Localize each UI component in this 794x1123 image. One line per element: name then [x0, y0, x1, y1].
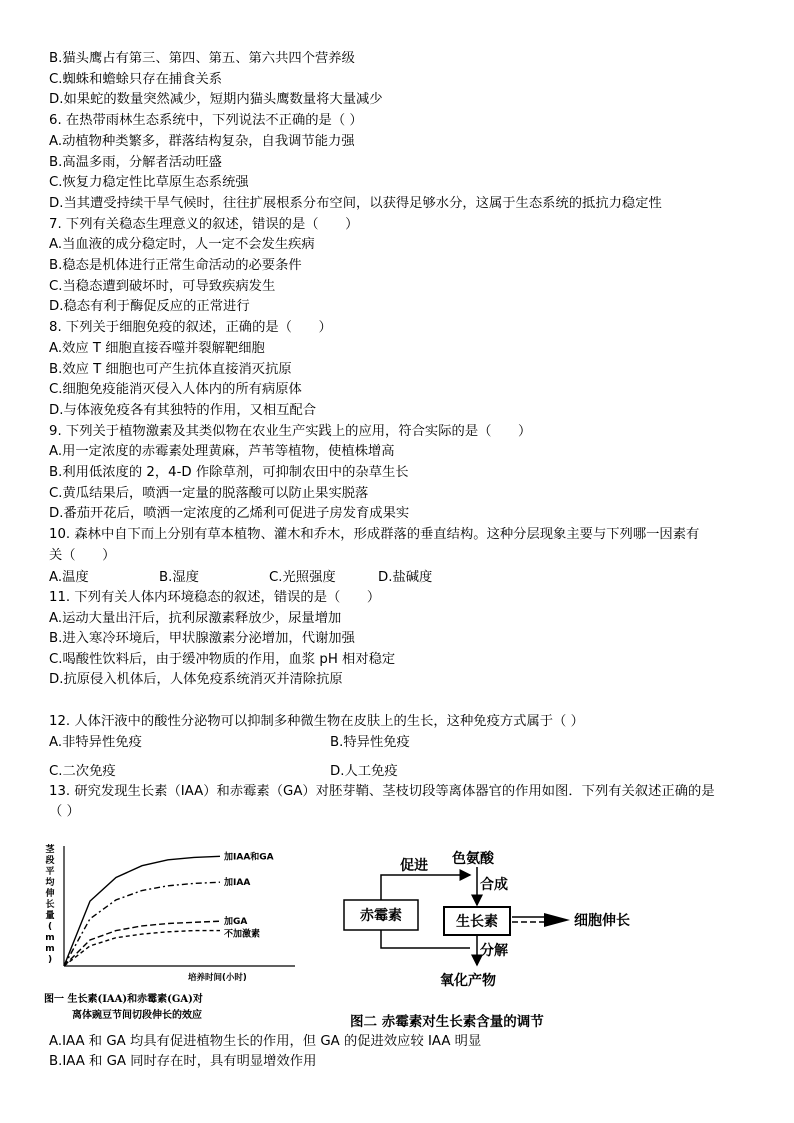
text-line-13: 8. 下列关于细胞免疫的叙述，正确的是（ ） [49, 320, 332, 336]
promote-arrow [381, 875, 470, 900]
text-line-22: D.番茄开花后，喷洒一定浓度的乙烯利可促进子房发育成果实 [49, 506, 410, 522]
q10-option-c: C.光照强度 [269, 570, 336, 585]
q12-option-a: A.非特异性免疫 [49, 735, 142, 750]
text-line-18: 9. 下列关于植物激素及其类似物在农业生产实践上的应用，符合实际的是（ ） [49, 423, 532, 439]
series-line-2 [64, 921, 220, 966]
gibberellin-label: 赤霉素 [360, 908, 402, 924]
figure-2-diagram [330, 845, 650, 1035]
figure-1 [40, 838, 310, 1023]
figure-1-ylabel-char: m [45, 933, 55, 943]
text-line-14: A.效应 T 细胞直接吞噬并裂解靶细胞 [49, 340, 265, 356]
series-label-0: 加IAA和GA [224, 852, 274, 863]
text-line-0: B.猫头鹰占有第三、第四、第五、第六共四个营养级 [49, 51, 355, 66]
figure-1-ylabel-char: m [45, 944, 55, 954]
text-line-7: D.当其遭受持续干旱气候时，往往扩展根系分布空间，以获得足够水分，这属于生态系统的抵抗力稳定性 [49, 195, 662, 211]
text-line-12: D.稳态有利于酶促反应的正常进行 [49, 299, 250, 315]
elongation-arrowhead [544, 913, 570, 927]
series-label-3: 不加激素 [224, 929, 261, 940]
q10-option-a: A.温度 [49, 570, 89, 585]
q11-line-1: A.运动大量出汗后，抗利尿激素释放少，尿量增加 [49, 610, 342, 626]
text-line-16: C.细胞免疫能消灭侵入人体内的所有病原体 [49, 382, 302, 398]
q11-line-2: B.进入寒冷环境后，甲状腺激素分泌增加，代谢加强 [49, 631, 355, 646]
q12-option-b: B.特异性免疫 [330, 735, 410, 750]
text-line-15: B.效应 T 细胞也可产生抗体直接消灭抗原 [49, 361, 292, 377]
oxidation-product-label: 氧化产物 [440, 973, 496, 989]
text-line-8: 7. 下列有关稳态生理意义的叙述，错误的是（ ） [49, 216, 359, 232]
text-line-9: A.当血液的成分稳定时，人一定不会发生疾病 [49, 237, 315, 253]
q11-line-3: C.喝酸性饮料后，由于缓冲物质的作用，血浆 pH 相对稳定 [49, 651, 396, 667]
text-line-5: B.高温多雨，分解者活动旺盛 [49, 154, 222, 170]
text-line-20: B.利用低浓度的 2，4-D 作除草剂，可抑制农田中的杂草生长 [49, 465, 409, 480]
series-label-2: 加GA [224, 917, 248, 928]
q12-option-c: C.二次免疫 [49, 764, 116, 779]
figure-1-ylabel-char: 均 [45, 878, 55, 888]
elongation-label: 细胞伸长 [574, 913, 630, 929]
q10-option-d: D.盐碱度 [378, 570, 433, 585]
q11-line-0: 11. 下列有关人体内环境稳态的叙述，错误的是（ ） [49, 590, 381, 605]
figure-1-ylabel-char: ( [47, 922, 53, 932]
text-line-4: A.动植物种类繁多，群落结构复杂，自我调节能力强 [49, 133, 355, 149]
q10-option-b: B.湿度 [159, 570, 199, 585]
q13-option-a: A.IAA 和 GA 均具有促进植物生长的作用，但 GA 的促进效应较 IAA 明显 [49, 1034, 482, 1049]
text-line-3: 6. 在热带雨林生态系统中，下列说法不正确的是（ ） [49, 113, 363, 129]
figure-1-ylabel-char: ) [47, 955, 53, 965]
figure-2-caption: 图二 赤霉素对生长素含量的调节 [350, 1014, 544, 1030]
q12-stem: 12. 人体汗液中的酸性分泌物可以抑制多种微生物在皮肤上的生长，这种免疫方式属于（ ） [49, 714, 584, 729]
figure-1-ylabel-char: 长 [45, 900, 55, 910]
text-line-23: 10. 森林中自下而上分别有草本植物、灌木和乔木，形成群落的垂直结构。这种分层现象主要与下列哪一因素有 [49, 527, 700, 543]
q13-stem-2: （ ） [49, 804, 80, 819]
figure-1-caption-2: 离体豌豆节间切段伸长的效应 [72, 1010, 202, 1021]
figure-2 [330, 845, 650, 1035]
figure-1-chart [40, 838, 310, 1023]
series-line-1 [64, 882, 220, 966]
series-label-1: 加IAA [224, 878, 251, 889]
figure-1-ylabel-char: 段 [45, 856, 55, 866]
figure-1-caption-1: 图一 生长素(IAA)和赤霉素(GA)对 [44, 994, 203, 1005]
figure-1-ylabel-char: 伸 [45, 889, 55, 899]
figure-1-ylabel-char: 茎 [45, 845, 55, 855]
text-line-21: C.黄瓜结果后，喷洒一定量的脱落酸可以防止果实脱落 [49, 485, 369, 501]
figure-1-ylabel-char: 量 [45, 911, 55, 921]
synthesis-label: 合成 [480, 877, 508, 893]
text-line-17: D.与体液免疫各有其独特的作用，又相互配合 [49, 402, 317, 418]
text-line-6: C.恢复力稳定性比草原生态系统强 [49, 175, 249, 191]
series-group [64, 856, 220, 966]
text-line-2: D.如果蛇的数量突然减少，短期内猫头鹰数量将大量减少 [49, 92, 383, 108]
text-line-10: B.稳态是机体进行正常生命活动的必要条件 [49, 258, 302, 273]
decompose-label: 分解 [480, 943, 508, 959]
figure-1-ylabel-char: 平 [45, 867, 55, 877]
series-line-3 [64, 931, 220, 966]
q12-option-d: D.人工免疫 [330, 764, 398, 779]
text-line-1: C.蜘蛛和蟾蜍只存在捕食关系 [49, 71, 223, 87]
series-line-0 [64, 856, 220, 966]
q11-line-4: D.抗原侵入机体后，人体免疫系统消灭并清除抗原 [49, 672, 343, 687]
text-line-11: C.当稳态遭到破坏时，可导致疾病发生 [49, 278, 276, 294]
q13-stem-1: 13. 研究发现生长素（IAA）和赤霉素（GA）对胚芽鞘、茎枝切段等离体器官的作用如图．下列有关叙述正确的是 [49, 784, 715, 799]
tryptophan-label: 色氨酸 [452, 851, 494, 867]
figure-1-xlabel: 培养时间(小时) [188, 973, 247, 983]
promote-label: 促进 [400, 858, 428, 874]
q13-option-b: B.IAA 和 GA 同时存在时，具有明显增效作用 [49, 1054, 317, 1069]
text-line-24: 关（ ） [49, 547, 116, 563]
auxin-label: 生长素 [456, 914, 498, 930]
text-line-19: A.用一定浓度的赤霉素处理黄麻，芦苇等植物，使植株增高 [49, 444, 395, 460]
series-labels [223, 850, 274, 939]
